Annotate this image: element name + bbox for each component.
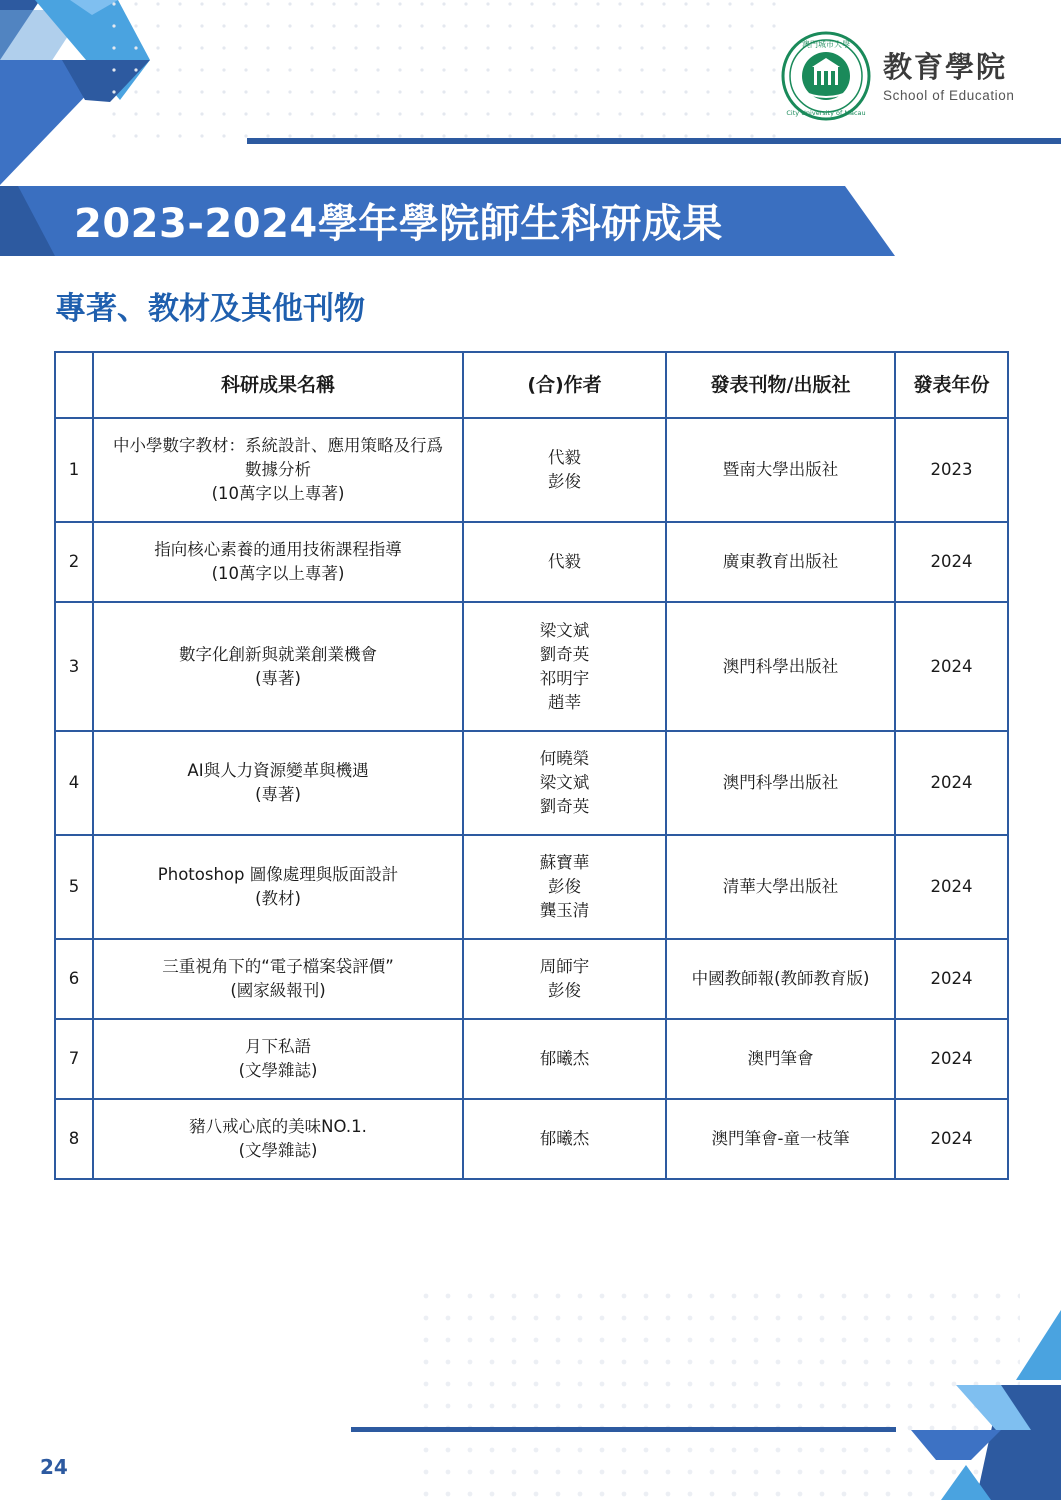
row-number: 3 [55, 602, 93, 731]
school-logo [781, 31, 1014, 121]
svg-text:澳門城市大學: 澳門城市大學 [802, 40, 850, 49]
result-year: 2024 [895, 939, 1008, 1019]
result-publisher: 中國教師報(教師教育版) [666, 939, 895, 1019]
university-seal-icon [781, 31, 871, 121]
result-authors: 周師宇 彭俊 [463, 939, 666, 1019]
result-authors: 梁文斌 劉奇英 祁明宇 趙莘 [463, 602, 666, 731]
result-publisher: 澳門筆會 [666, 1019, 895, 1099]
footer-divider [351, 1427, 896, 1432]
header-no [55, 352, 93, 418]
row-number: 2 [55, 522, 93, 602]
result-title: AI與人力資源變革與機遇 (專著) [93, 731, 463, 835]
table-row [55, 835, 1008, 939]
result-title: Photoshop 圖像處理與版面設計 (教材) [93, 835, 463, 939]
page-number: 24 [40, 1455, 68, 1479]
table-row [55, 522, 1008, 602]
result-title: 豬八戒心底的美味NO.1. (文學雜誌) [93, 1099, 463, 1179]
header-year: 發表年份 [895, 352, 1008, 418]
result-title: 三重視角下的“電子檔案袋評價” (國家級報刊) [93, 939, 463, 1019]
result-year: 2024 [895, 522, 1008, 602]
result-year: 2024 [895, 731, 1008, 835]
result-title: 月下私語 (文學雜誌) [93, 1019, 463, 1099]
table-row [55, 1099, 1008, 1179]
result-year: 2024 [895, 1019, 1008, 1099]
row-number: 7 [55, 1019, 93, 1099]
header-divider [247, 138, 1061, 144]
result-authors: 代毅 [463, 522, 666, 602]
svg-text:City University of Macau: City University of Macau [786, 109, 866, 117]
result-publisher: 暨南大學出版社 [666, 418, 895, 522]
result-publisher: 澳門筆會-童一枝筆 [666, 1099, 895, 1179]
row-number: 5 [55, 835, 93, 939]
school-name-cn: 教育學院 [883, 49, 1008, 84]
header-authors: (合)作者 [463, 352, 666, 418]
row-number: 6 [55, 939, 93, 1019]
table-row [55, 602, 1008, 731]
result-year: 2023 [895, 418, 1008, 522]
result-title: 數字化創新與就業創業機會 (專著) [93, 602, 463, 731]
table-row [55, 1019, 1008, 1099]
result-authors: 蘇寶華 彭俊 龔玉清 [463, 835, 666, 939]
table-header-row [55, 352, 1008, 418]
row-number: 4 [55, 731, 93, 835]
dot-pattern-top [110, 0, 790, 140]
result-authors: 郁曦杰 [463, 1019, 666, 1099]
section-title: 專著、教材及其他刊物 [55, 291, 365, 327]
result-publisher: 澳門科學出版社 [666, 602, 895, 731]
bottom-right-decoration [901, 1310, 1061, 1500]
result-title: 中小學數字教材：系統設計、應用策略及行爲 數據分析 (10萬字以上專著) [93, 418, 463, 522]
result-authors: 代毅 彭俊 [463, 418, 666, 522]
result-year: 2024 [895, 1099, 1008, 1179]
result-year: 2024 [895, 835, 1008, 939]
row-number: 8 [55, 1099, 93, 1179]
result-publisher: 廣東教育出版社 [666, 522, 895, 602]
result-authors: 郁曦杰 [463, 1099, 666, 1179]
header-publisher: 發表刊物/出版社 [666, 352, 895, 418]
table-row [55, 418, 1008, 522]
school-name-en: School of Education [883, 87, 1015, 103]
table-row [55, 939, 1008, 1019]
row-number: 1 [55, 418, 93, 522]
research-results-table [54, 351, 1009, 1180]
header-title: 科研成果名稱 [93, 352, 463, 418]
result-authors: 何曉榮 梁文斌 劉奇英 [463, 731, 666, 835]
table-row [55, 731, 1008, 835]
result-publisher: 清華大學出版社 [666, 835, 895, 939]
result-publisher: 澳門科學出版社 [666, 731, 895, 835]
result-title: 指向核心素養的通用技術課程指導 (10萬字以上專著) [93, 522, 463, 602]
result-year: 2024 [895, 602, 1008, 731]
page-title: 2023-2024學年學院師生科研成果 [74, 201, 723, 247]
